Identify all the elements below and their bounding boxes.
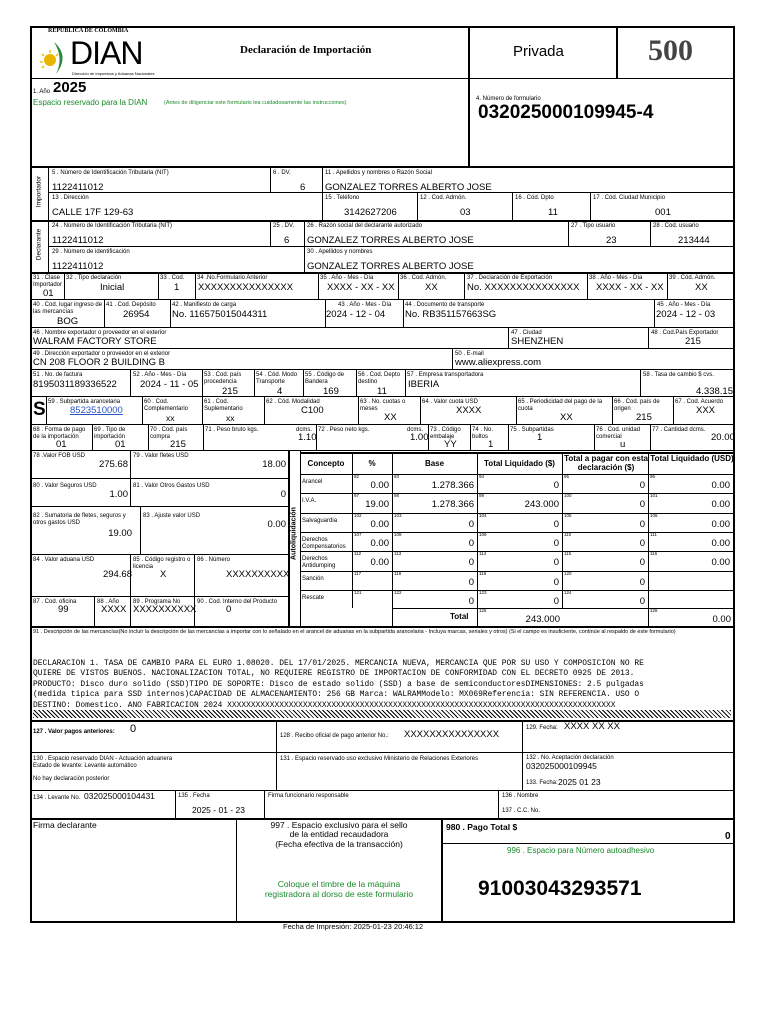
f41-value: 26954 [123,309,150,320]
description-text [33,659,733,711]
f996-label: 996 . Espacio para Número autoadhesivo [507,846,655,855]
description-line: PRODUCTO: Disco duro solido (SSD)TIPO DE SOPORTE: Disco de estado solido (SSD) a base de semiconductoresDIMENSIONES: 2.5 pulgadas [33,679,644,689]
liq-field-num: 109 [479,531,487,537]
f72-value: 1.00 [410,432,429,443]
f39-label: 39 . Cód. Admón. [669,275,716,281]
f88-label: 88 . Año [97,599,120,605]
f5-value: 1122411012 [52,182,104,193]
liq-total-value: 0 [553,576,559,588]
liq-concepto: Rescate [302,594,325,601]
liq-field-num: 99 [479,493,485,499]
ano-value: 2025 [53,79,87,96]
liq-field-num: 112 [354,551,362,557]
f33-value: 1 [174,282,180,293]
f87-label: 87 . Cod. oficina [33,599,77,605]
liq-field-num: 100 [564,493,572,499]
liq-field-num: 124 [564,589,572,595]
dian-logo-icon [36,36,70,76]
liq-field-num: 123 [479,589,487,595]
liq-field-num: 120 [564,570,572,576]
f79-value: 18.00 [262,459,286,470]
firma-funcionario: Firma funcionario responsable [268,793,349,799]
f980-label: 980 . Pago Total $ [446,822,518,832]
f31-value: 01 [43,288,54,299]
f76-value: u [620,439,626,450]
f89-label: 89 . Programa No [133,599,181,605]
f35-label: 35 . Año - Mes - Día [320,275,374,281]
f83-value: 0.00 [267,519,286,530]
f31-label: 31 . Clase Importador [33,275,63,288]
f130-label: 130 . Espacio reservado DIAN - Actuación aduanera [33,756,173,762]
liq-concepto: Arancel [302,479,323,485]
f51-label: 51 . No. de factura [33,372,83,378]
f74-value: 1 [488,439,494,450]
f80-value: 1.00 [109,489,128,500]
timbre-line2: registradora al dorso de este formulario [264,889,414,899]
f11-value: GONZALEZ TORRES ALBERTO JOSE [325,182,492,193]
f70-label: 70 . Cod. país compra [150,427,188,440]
f67-label: 67 . Cod. Acuerdo [675,399,724,405]
liq-field-num: 117 [354,570,362,576]
f71-label: 71 . Peso bruto kgs. [205,427,259,433]
f68-label: 68 . Forma de pago de la importación [33,427,86,440]
liq-field-num: 98 [394,493,400,499]
f84-value: 294.68 [102,569,132,580]
f42-value: No. 116575015044311 [172,309,268,320]
f82-value: 19.00 [108,528,132,539]
f46-label: 46 . Nombre exportador o proveedor en el exterior [33,330,167,336]
th-pct: % [368,459,376,468]
f133-label: 133. Fecha: [526,780,558,786]
liq-pct-value: 0.00 [370,518,389,530]
dian-logo-text: DIAN [70,35,143,71]
form-title: Declaración de Importación [240,44,372,56]
liq-pagar-value: 0 [639,576,645,588]
f70-value: 215 [170,439,186,450]
f25-label: 25 . DV. [273,223,295,229]
f26-label: 26 . Razón social del declarante autorizado [307,223,423,229]
f50-label: 50 . E-mail [455,351,484,357]
f17-label: 17 . Cód. Ciudad Municipio [593,195,666,201]
liq-pct-value: 0.00 [370,557,389,569]
f62-label: 62 . Cód. Modalidad [266,399,320,405]
f29-value: 1122411012 [52,261,104,272]
liq-pagar-value: 0 [639,499,645,511]
f24-label: 24 . Número de Identificación Tributaria (NIT) [52,223,173,229]
f43-value: 2024 - 12 - 04 [326,309,386,320]
f129-label: 129. Fecha: [526,725,558,731]
f34-value: XXXXXXXXXXXXXXX [198,282,294,293]
f17-value: 001 [655,207,671,218]
liq-usd-value: 0.00 [711,537,730,549]
liq-concepto: Sanción [302,575,324,582]
f13-value: CALLE 17F 129-63 [52,207,134,218]
f52-value: 2024 - 11 - 05 [140,379,199,390]
liq-field-num: 116 [650,551,658,557]
f132-value: 032025000109945 [526,761,597,771]
f54-label: 54 . Cód. Modo Transporte [256,372,298,385]
f49-value: CN 208 FLOOR 2 BUILDING B [33,357,165,368]
liq-base-value: 0 [468,537,474,549]
f65-value: XX [560,412,573,423]
f37-value: No. XXXXXXXXXXXXXXX [467,282,580,293]
f77-value: 20.00 [711,432,735,443]
s-indicator: S [33,399,46,420]
f78-label: 78 .Valor FOB USD [33,453,85,459]
f12-label: 12 . Cod. Admón. [420,195,467,201]
liq-field-num: 94 [479,474,485,479]
f90-label: 90 . Cod. Interno del Producto [197,599,278,605]
f980-value: 0 [725,831,731,842]
f85-value: X [160,569,167,580]
f77-label: 77 . Cantidad dcms. [652,427,706,433]
f33-label: 33 . Cod. [160,275,185,281]
liq-base-value: 0 [468,557,474,569]
f59-value[interactable]: 8523510000 [70,405,123,416]
f89-value: XXXXXXXXXX [133,604,197,615]
f128-value: XXXXXXXXXXXXXXX [404,729,500,740]
liq-total-value: 0 [553,557,559,569]
f63-value: XX [384,412,397,423]
f6-label: 6 . DV. [273,170,291,176]
f15-label: 15 . Teléfono [325,195,360,201]
liq-field-num: 103 [394,512,402,518]
f47-label: 47 . Ciudad [511,330,542,336]
f134-value: 032025000104431 [84,791,155,801]
liq-field-num: 119 [479,570,487,576]
liq-field-num: 118 [394,570,402,576]
declarante-side: Declarante [35,228,43,261]
f67-value: XXX [696,405,716,416]
f48-label: 48 . Cod.País Exportador [651,330,719,336]
f135-label: 135 . Fecha [178,793,210,799]
f131-label: 131 . Espacio reservado uso exclusivo Ministerio de Relaciones Exteriores [280,756,479,762]
f12-value: 03 [460,207,471,218]
f55-value: 169 [323,386,339,397]
importador-side: Importador [35,175,43,208]
privada-label: Privada [513,43,564,60]
liq-field-num: 96 [650,474,656,479]
f56-value: 11 [377,386,387,397]
form-code: 500 [648,34,693,67]
liq-pagar-value: 0 [639,537,645,549]
fecha-impresion: Fecha de Impresión: 2025-01-23 20:46:12 [283,922,424,931]
f81-value: 0 [280,489,286,500]
description-line: (medida tipica para SSD internos)CAPACIDAD DE ALMACENAMIENTO: 256 GB Marca: WALRAMModelo: MX069Referencia: SIN REFERENCIA. USO O [33,690,640,700]
liq-concepto: I.V.A. [302,498,317,505]
f81-label: 81 . Valor Otros Gastos USD [133,483,210,489]
f997-line2: de la entidad recaudadora [289,829,389,839]
f52-label: 52 . Año - Mes - Día [133,372,187,378]
f47-value: SHENZHEN [511,336,564,347]
f45-value: 2024 - 12 - 03 [656,309,716,320]
f76-label: 76 . Cod. unidad comercial [596,427,641,440]
f59-label: 59 . Subpartida arancelaria [48,399,121,405]
f48-value: 215 [685,336,701,347]
f28-label: 28 . Cod. usuario [653,223,699,229]
total-usd-value: 0.00 [712,614,731,625]
liq-field-num: 107 [354,531,362,537]
f61-value: xx [226,413,235,423]
liq-base-value: 1.278.366 [431,499,474,511]
liq-field-num: 101 [650,493,658,499]
f13-label: 13 . Dirección [52,195,89,201]
f32-label: 32 . Tipo declaración [66,275,122,281]
f129-value: XXXX XX XX [564,721,620,732]
f85-label: 85 . Código registro o licencia [133,557,191,570]
th-total: Total Liquidado ($) [484,459,555,468]
f28-value: 213444 [678,235,710,246]
f32-value: Inicial [100,282,125,293]
f25-value: 6 [284,235,290,246]
firma-declarante: Firma declarante [33,820,97,830]
th-concepto: Concepto [307,459,345,468]
f16-value: 11 [548,207,558,218]
num-form-label: 4. Número de formulario [476,96,541,102]
n125: 125 [479,608,487,613]
f58-label: 58 . Tasa de cambio $ cvs. [643,372,714,378]
liq-usd-value: 0.00 [711,480,730,491]
f128-label: 128 . Recibo oficial de pago anterior No.: [280,733,389,739]
num-form-value: 032025000109945-4 [478,102,654,123]
liq-field-num: 115 [564,551,572,557]
f997-label: 997 . Espacio exclusivo para el sello [270,820,408,830]
f72-dcms: dcms. [407,427,424,433]
ano-label: 1. Año [33,89,51,95]
th-usd: Total Liquidado (USD) [650,454,734,463]
f55-label: 55 . Código de Bandera [305,372,345,385]
f68-value: 01 [56,439,67,450]
f36-value: XX [425,282,438,293]
liq-pct-value: 0.00 [370,537,389,549]
f86-label: 86 . Número [197,557,231,563]
liq-usd-value: 0.00 [711,499,730,511]
f34-label: 34 .No.Formulario Anterior [197,275,268,281]
timbre-line1: Coloque el timbre de la máquina [277,879,401,889]
espacio-reservado: Espacio reservado para la DIAN [33,98,148,107]
f29-label: 29 . Número de identificación [52,249,130,255]
liq-total-value: 243.000 [524,499,559,511]
f127-value: 0 [130,723,137,735]
f50-value: www.aliexpress.com [455,357,542,368]
total-value: 243.000 [525,614,560,625]
liq-total-value: 0 [553,537,559,549]
f40-value: BOG [57,316,79,327]
espacio-note: (Antes de diligenciar este formulario lea cuidadosamente las instrucciones) [164,100,347,106]
f30-label: 30 . Apellidos y nombres [307,249,373,255]
f53-label: 53 . Cod. país procedencia [204,372,242,385]
f6-value: 6 [300,182,306,193]
f30-value: GONZALEZ TORRES ALBERTO JOSE [307,261,474,272]
f36-label: 36 . Cod. Admón. [400,275,447,281]
f27-value: 23 [606,235,617,246]
f26-value: GONZALEZ TORRES ALBERTO JOSE [307,235,474,246]
liq-field-num: 93 [394,474,400,479]
f24-value: 1122411012 [52,235,104,246]
f27-label: 27 . Tipo usuario [571,223,616,229]
f41-label: 41 . Cod. Depósito [106,302,156,308]
liq-field-num: 114 [479,551,487,557]
f38-value: XXXX - XX - XX [596,282,664,293]
f51-value: 8195031189336522 [33,379,117,390]
liq-concepto: Derechos Compensatorios [302,536,346,550]
liq-pct-value: 0.00 [370,480,389,491]
liq-field-num: 92 [354,474,360,479]
liq-field-num: 108 [394,531,402,537]
liq-field-num: 105 [564,512,572,518]
f130-estado: Estado de levante: Levante automático [33,763,137,769]
hatch-fill [33,710,731,718]
adhesivo-number: 91003043293571 [478,877,642,900]
f69-label: 69 . Tipo de importación [94,427,126,440]
liq-field-num: 122 [394,589,402,595]
liq-field-num: 102 [354,512,362,518]
f62-value: C100 [301,405,324,416]
liq-pct-value: 19.00 [365,499,389,511]
liq-base-value: 0 [468,518,474,530]
f135-value: 2025 - 01 - 23 [192,805,245,815]
f86-value: XXXXXXXXXX [226,569,290,580]
f88-value: XXXX [101,604,127,615]
f49-label: 49 . Dirección exportador o proveedor en el exterior [33,351,171,357]
total-label: Total [450,612,469,621]
f16-label: 16 . Cód. Dpto [515,195,554,201]
liq-base-value: 0 [468,595,474,607]
liq-total-value: 0 [553,480,559,491]
f130-posterior: No hay declaración posterior [33,776,110,782]
th-pagar: Total a pagar con esta declaración ($) [564,454,648,472]
f58-value: 4.338.15 [696,386,733,397]
liq-field-num: 111 [650,531,657,537]
f82-label: 82 . Sumatoria de fletes, seguros y otros gastos USD [33,513,126,526]
f15-value: 3142627206 [344,207,397,218]
n126: 126 [650,608,658,613]
liq-pagar-value: 0 [639,480,645,491]
f84-label: 84 . Valor aduana USD [33,557,95,563]
f137-label: 137 . C.C. No. [502,808,541,814]
liq-field-num: 95 [564,474,570,479]
f44-value: No. RB351157663SG [405,309,497,320]
f79-label: 79 . Valor fletes USD [133,453,189,459]
description-line: DESTINO: Domestico. ANO FABRICACION 2024 XXXXXXXXXXXXXXXXXXXXXXXXXXXXXXXXXXXXXXXXXXXXXXXXXXXXXXXXXXXXXXXXXXXXXXXXXXXXXXXXXX [33,700,616,710]
f45-label: 45 . Año - Mes - Día [657,302,711,308]
f42-label: 42 . Manifiesto de carga [172,302,237,308]
f60-label: 60 . Cod. Complementario [144,399,189,412]
liq-field-num: 97 [354,493,360,499]
liq-field-num: 110 [564,531,572,537]
dian-subtitle: Dirección de Impuestos y Aduanas Nacionales [72,71,155,76]
f5-label: 5 . Número de Identificación Tributaria (NIT) [52,170,169,176]
f87-value: 99 [58,604,69,615]
f66-label: 66 . Cod. país de origen [614,399,660,412]
f72-label: 72 . Peso neto kgs. [318,427,370,433]
f57-value: IBERIA [408,379,440,390]
f37-label: 37 . Declaración de Exportación [467,275,553,281]
liq-concepto: Salvaguardia [302,517,338,524]
f69-value: 01 [115,439,126,450]
liq-field-num: 106 [650,512,658,518]
f74-label: 74 . No. bultos [472,427,494,440]
liq-pagar-value: 0 [639,557,645,569]
autoliquidacion-side: Autoliquidación [290,507,298,560]
f75-value: 1 [537,432,543,443]
f132-label: 132 . No. Aceptación declaración [526,755,614,761]
f35-value: XXXX - XX - XX [327,282,395,293]
f134-label: 134 . Levante No. [33,795,81,801]
f56-label: 56 . Cod. Depto destino [358,372,401,385]
liq-total-value: 0 [553,518,559,530]
liq-base-value: 1.278.366 [431,480,474,491]
liq-field-num: 121 [354,589,362,595]
f64-value: XXXX [456,405,482,416]
f73-value: YY [444,439,457,450]
f40-label: 40 . Cod. lugar ingreso de las mercancías [33,302,103,315]
liq-concepto: Derechos Antidumping [302,556,336,570]
f127-label: 127 . Valor pagos anteriores: [33,729,115,735]
f71-value: 1.10 [298,432,317,443]
f136-label: 136 . Nombre [502,793,539,799]
f71-dcms: dcms. [296,427,313,433]
liq-total-value: 0 [553,595,559,607]
description-line: QUIERE DE VISTOS BUENOS. NACIONALIZACION TOTAL, NO REQUIERE REGISTRO DE IMPORTACION DE CONFORMIDAD CON EL DECRETO 0925 DE 2013. [33,669,635,679]
f46-value: WALRAM FACTORY STORE [33,336,157,347]
f997-line3: (Fecha efectiva de la transacción) [275,839,403,849]
f53-value: 215 [222,386,238,397]
liq-usd-value: 0.00 [711,557,730,569]
f61-label: 61 . Cod. Suplementario [204,399,243,412]
liq-usd-value: 0.00 [711,518,730,530]
f75-label: 75 . Subpartidas [510,427,554,433]
republica-label: REPÚBLICA DE COLOMBIA [48,28,129,34]
f39-value: XX [695,282,708,293]
th-base: Base [424,459,445,468]
f83-label: 83 . Ajuste valor USD [143,513,201,519]
f11-label: 11 . Apellidos y nombres o Razón Social [325,170,432,176]
description-line: DECLARACION 1. TASA DE CAMBIO PARA EL EURO 1.08020. DEL 17/01/2025. MERCANCIA NUEVA, MERCANCIA QUE POR SU USO Y COMPOSICION NO RE [33,659,644,668]
f91-label: 91 . Descripción de las mercancías(No incluir la descripción de las mercancías a importar con lo señalado en el arancel de aduanas en la subpartida arancelaria - Incluya marcas, seriales y otros) (Si el campo es insuficiente, continúe al respaldo de este formulario) [33,629,676,635]
f38-label: 38 . Año - Mes - Día [589,275,643,281]
f44-label: 44 . Documento de transporte [405,302,485,308]
f78-value: 275.68 [98,459,128,470]
f73-label: 73 . Código embalaje [430,427,461,440]
f80-label: 80 . Valor Seguros USD [33,483,97,489]
liq-field-num: 104 [479,512,487,518]
liq-field-num: 113 [394,551,402,557]
liq-pagar-value: 0 [639,518,645,530]
f43-label: 43 . Año - Mes - Día [338,302,392,308]
f54-value: 4 [277,386,283,397]
liq-base-value: 0 [468,576,474,588]
f133-value: 2025 01 23 [558,777,601,787]
f65-label: 65 . Periodicidad del pago de la cuota [518,399,603,412]
f64-label: 64 . Valor cuota USD [422,399,478,405]
liq-pagar-value: 0 [639,595,645,607]
f57-label: 57 . Empresa transportadora [407,372,484,378]
f90-value: 0 [226,604,232,615]
f63-label: 63 . No. cuotas o meses [360,399,406,412]
f60-value: xx [166,413,175,423]
f66-value: 215 [636,412,652,423]
